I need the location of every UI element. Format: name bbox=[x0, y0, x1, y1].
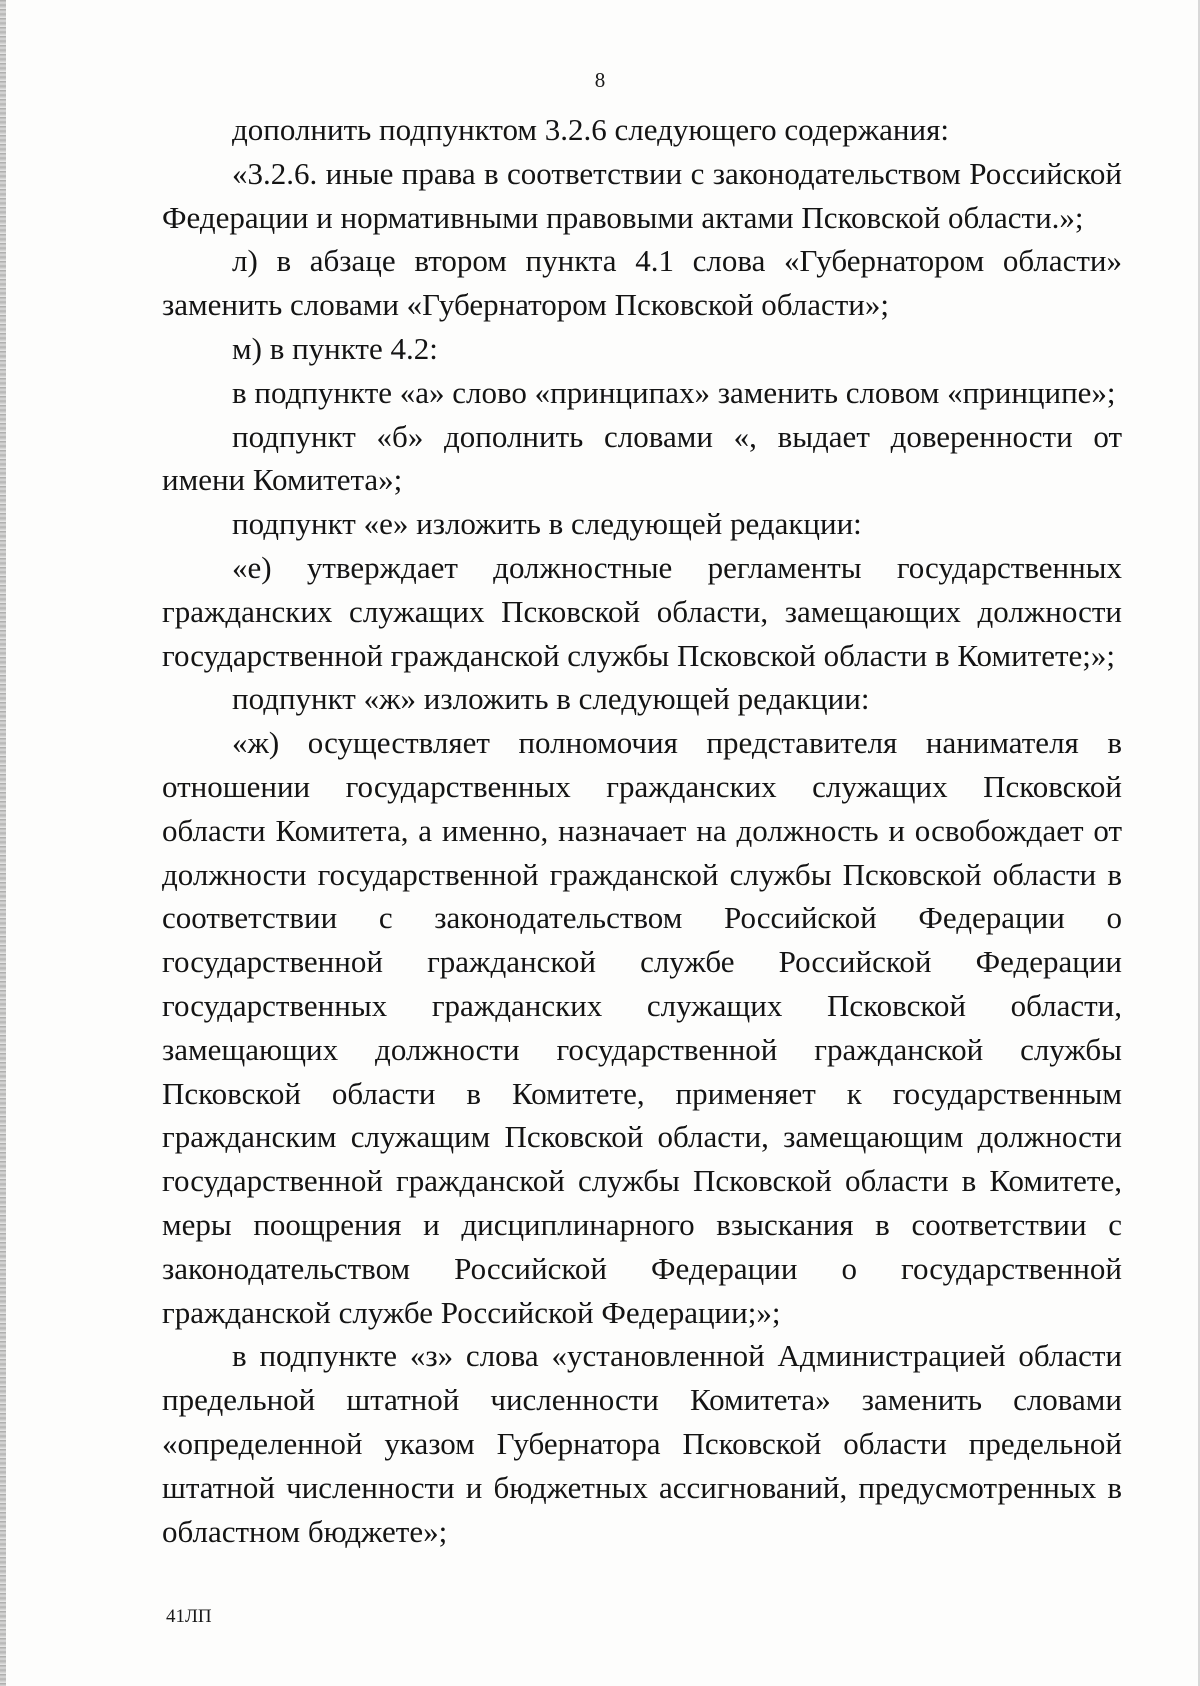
scan-edge bbox=[0, 0, 6, 1686]
document-code: 41ЛП bbox=[166, 1606, 212, 1627]
paragraph: «е) утверждает должностные регламенты государственных гражданских служащих Псковской области, замещающих должности государственной гражданской службы Псковской области в Комитете;»; bbox=[162, 549, 1122, 673]
paragraph: м) в пункте 4.2: bbox=[232, 330, 438, 366]
paragraph: «3.2.6. иные права в соответствии с законодательством Российской Федерации и нормативными правовыми актами Псковской области.»; bbox=[162, 155, 1122, 235]
paragraph: в подпункте «а» слово «принципах» заменить словом «принципе»; bbox=[232, 374, 1116, 410]
paragraph: дополнить подпунктом 3.2.6 следующего содержания: bbox=[232, 112, 949, 147]
paragraph: «ж) осуществляет полномочия представителя нанимателя в отношении государственных гражданских служащих Псковской области Комитета, а именно, назначает на должность и освобождает от должности государственной гражданской службы Псковской области в соответствии с законодательством Российской Федерации о государственной гражданской службе Российской Федерации государственных гражданских служащих Псковской области, замещающих должности государственной гражданской службы Псковской области в Комитете, применяет к государственным гражданским служащим Псковской области, замещающим должности государственной гражданской службы Псковской области в Комитете, меры поощрения и дисциплинарного взыскания в соответствии с законодательством Российской Федерации о государственной гражданской службе Российской Федерации;»; bbox=[162, 725, 1122, 1330]
paragraph: подпункт «ж» изложить в следующей редакции: bbox=[232, 681, 870, 717]
page-number: 8 bbox=[594, 68, 606, 92]
paragraph: подпункт «б» дополнить словами «, выдает доверенности от имени Комитета»; bbox=[162, 418, 1122, 498]
paragraph: л) в абзаце втором пункта 4.1 слова «Губернатором области» заменить словами «Губернатором Псковской области»; bbox=[162, 243, 1122, 323]
paragraph: подпункт «е» изложить в следующей редакции: bbox=[232, 506, 862, 542]
document-body bbox=[162, 108, 1122, 1553]
paragraph: в подпункте «з» слова «установленной Администрацией области предельной штатной численности Комитета» заменить словами «определенной указом Губернатора Псковской области предельной штатной численности и бюджетных ассигнований, предусмотренных в областном бюджете»; bbox=[162, 1338, 1122, 1549]
